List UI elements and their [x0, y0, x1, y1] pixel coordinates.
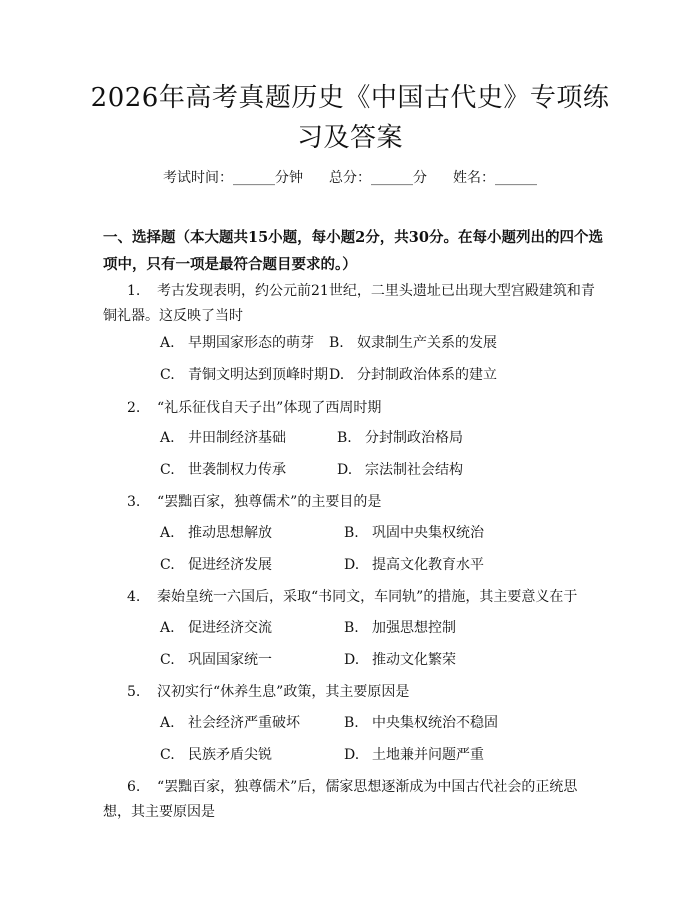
question-4-option-c[interactable] — [160, 650, 272, 670]
question-6-stem-cont: 想，其主要原因是 — [103, 804, 215, 820]
page-title-line1: 2026年高考真题历史《中国古代史》专项练 — [90, 83, 610, 113]
option-letter: D. — [344, 652, 360, 668]
option-text: 土地兼并问题严重 — [372, 747, 484, 763]
option-letter: B. — [344, 525, 359, 541]
option-letter: B. — [344, 715, 359, 731]
question-2-stem — [103, 395, 598, 422]
score-blank: ______分 — [371, 170, 427, 186]
option-letter: A. — [160, 430, 175, 446]
question-3-option-a[interactable] — [160, 523, 272, 543]
option-letter: A. — [160, 525, 175, 541]
question-4-option-a[interactable] — [160, 618, 272, 638]
option-text: 井田制经济基础 — [188, 430, 286, 446]
question-4-stem — [103, 584, 598, 611]
question-number: 5. — [127, 684, 141, 700]
time-blank: ______分钟 — [233, 170, 303, 186]
time-label: 考试时间： — [163, 170, 233, 186]
option-text: 提高文化教育水平 — [372, 557, 484, 573]
option-text: 早期国家形态的萌芽 — [188, 335, 314, 351]
question-2-option-c[interactable] — [160, 460, 286, 480]
option-letter: B. — [344, 620, 359, 636]
question-5-option-b[interactable] — [344, 713, 498, 733]
option-text: 世袭制权力传承 — [188, 462, 286, 478]
question-stem-line1: “罢黜百家，独尊儒术”后，儒家思想逐渐成为中国古代社会的正统思 — [157, 779, 578, 795]
question-5-option-a[interactable] — [160, 713, 300, 733]
option-letter: D. — [344, 557, 360, 573]
question-2-option-d[interactable] — [337, 460, 463, 480]
question-stem-line1: 考古发现表明，约公元前21世纪，二里头遗址已出现大型宫殿建筑和青 — [157, 283, 595, 299]
option-letter: D. — [344, 747, 360, 763]
question-5-option-d[interactable] — [344, 745, 484, 765]
option-text: 奴隶制生产关系的发展 — [357, 335, 497, 351]
question-5-stem — [103, 679, 598, 706]
question-stem-line1: “罢黜百家，独尊儒术”的主要目的是 — [157, 494, 382, 510]
option-text: 推动思想解放 — [188, 525, 272, 541]
page-title-line2: 习及答案 — [296, 123, 403, 153]
section-heading-line1: 一、选择题（本大题共15小题，每小题2分，共30分。在每小题列出的四个选 — [103, 229, 603, 246]
exam-meta — [0, 168, 700, 188]
option-text: 推动文化繁荣 — [372, 652, 456, 668]
question-1-option-a[interactable] — [160, 333, 314, 353]
option-text: 宗法制社会结构 — [365, 462, 463, 478]
question-number: 2. — [127, 400, 141, 416]
question-1-option-b[interactable] — [329, 333, 497, 353]
question-stem-line1: 秦始皇统一六国后，采取“书同文，车同轨”的措施，其主要意义在于 — [157, 589, 578, 605]
question-1-stem-cont: 铜礼器。这反映了当时 — [103, 308, 243, 324]
option-letter: D. — [337, 462, 353, 478]
name-label: 姓名： — [453, 170, 495, 186]
question-number: 3. — [127, 494, 141, 510]
option-letter: B. — [329, 335, 344, 351]
question-4-option-d[interactable] — [344, 650, 456, 670]
question-number: 4. — [127, 589, 141, 605]
option-letter: C. — [160, 367, 175, 383]
question-3-stem — [103, 489, 598, 516]
question-number: 1. — [127, 283, 141, 299]
question-4-option-b[interactable] — [344, 618, 456, 638]
option-letter: C. — [160, 652, 175, 668]
option-letter: C. — [160, 462, 175, 478]
option-text: 社会经济严重破坏 — [188, 715, 300, 731]
option-letter: C. — [160, 557, 175, 573]
section-heading — [103, 224, 603, 278]
option-letter: C. — [160, 747, 175, 763]
option-letter: A. — [160, 335, 175, 351]
section-heading-line2: 项中，只有一项是最符合题目要求的。） — [103, 256, 357, 273]
question-stem-line1: 汉初实行“休养生息”政策，其主要原因是 — [157, 684, 410, 700]
question-3-option-d[interactable] — [344, 555, 484, 575]
question-1-option-d[interactable] — [329, 365, 497, 385]
name-blank: ______ — [495, 170, 537, 186]
option-text: 巩固国家统一 — [188, 652, 272, 668]
option-text: 分封制政治格局 — [365, 430, 463, 446]
option-letter: B. — [337, 430, 352, 446]
option-text: 民族矛盾尖锐 — [188, 747, 272, 763]
option-text: 巩固中央集权统治 — [372, 525, 484, 541]
option-text: 中央集权统治不稳固 — [372, 715, 498, 731]
question-2-option-b[interactable] — [337, 428, 463, 448]
question-3-option-c[interactable] — [160, 555, 272, 575]
question-number: 6. — [127, 779, 141, 795]
option-text: 青铜文明达到顶峰时期 — [188, 367, 328, 383]
score-label: 总分： — [329, 170, 371, 186]
question-1-option-c[interactable] — [160, 365, 328, 385]
question-1-stem — [103, 278, 598, 305]
option-letter: A. — [160, 715, 175, 731]
option-text: 加强思想控制 — [372, 620, 456, 636]
option-text: 促进经济交流 — [188, 620, 272, 636]
question-3-option-b[interactable] — [344, 523, 484, 543]
question-6-stem — [103, 774, 598, 801]
option-text: 分封制政治体系的建立 — [357, 367, 497, 383]
option-letter: D. — [329, 367, 345, 383]
question-stem-line1: “礼乐征伐自天子出”体现了西周时期 — [157, 400, 382, 416]
option-text: 促进经济发展 — [188, 557, 272, 573]
option-letter: A. — [160, 620, 175, 636]
question-2-option-a[interactable] — [160, 428, 286, 448]
question-5-option-c[interactable] — [160, 745, 272, 765]
